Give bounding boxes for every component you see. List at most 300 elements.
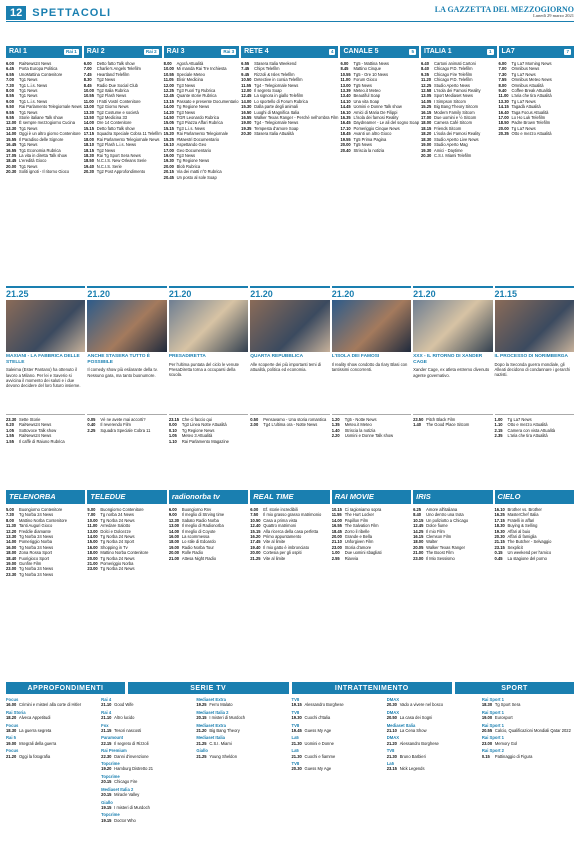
listing-program: RaiNews24 News	[19, 433, 52, 439]
themed-column	[387, 697, 479, 837]
themed-entry	[101, 697, 193, 708]
listing-program: Striscia la notizia	[344, 427, 376, 433]
listing-program: Coffee Break Attualità	[511, 88, 552, 94]
prime-title: QUARTA REPUBBLICA	[250, 354, 304, 359]
listing-program: Passato e presente Documentario	[176, 98, 239, 104]
listing-time: 7.30	[6, 512, 14, 518]
listing-time: 17.15	[83, 131, 94, 137]
entry-time: 21.20	[196, 728, 207, 734]
listing-program: Che ci faccio qui	[181, 417, 212, 422]
listing-time: 5.00	[6, 507, 14, 512]
listing-time: 23.00	[413, 555, 424, 561]
entry-channel: Rai 5	[6, 735, 17, 741]
listing-program: Un poliziotto a Chicago	[426, 517, 469, 523]
entry-program: Nick Legends	[399, 766, 425, 772]
entry-row	[196, 715, 288, 720]
entry-channel: TV8	[291, 697, 300, 702]
digital-channel-column	[495, 490, 574, 678]
listing-time: 9.50	[6, 104, 14, 110]
listing-program: Tg1 News	[19, 163, 38, 169]
listing-program: Tg5 - Mattina News	[353, 61, 389, 66]
listing-program: Il meglio di Strving time	[181, 512, 225, 518]
channel-column	[340, 46, 419, 264]
digital-channel-header	[250, 490, 329, 504]
entry-row	[387, 754, 479, 759]
listing-program: Modern Family Sitcom	[434, 109, 475, 115]
listing-time: 7.45	[241, 66, 250, 72]
listing-time: 19.30	[163, 158, 174, 164]
entry-program: I misteri di Murdoch	[209, 715, 246, 721]
entry-channel: DMAX	[386, 697, 400, 702]
late-column	[250, 414, 329, 474]
channel-name: TELEDUE	[90, 492, 126, 502]
listing-program: Tg1 News	[19, 142, 38, 148]
listing-program: Tagadà Attualità	[511, 104, 541, 110]
listing-time: 19.35	[241, 125, 252, 131]
entry-time: 20.55	[481, 728, 493, 734]
prime-title: XXX - IL RITORNO DI XANDER CAGE	[413, 354, 483, 365]
listing-program: Tg Norba 24 News	[100, 517, 135, 523]
program-photo	[169, 300, 248, 352]
entry-time: 21.30	[386, 753, 397, 759]
listing-time: 8.45	[340, 66, 349, 72]
listing-time: 1.05	[168, 433, 177, 439]
listing-time: 8.30	[83, 77, 92, 83]
listing-time: 20.35	[498, 131, 509, 137]
listing-time: 6.00	[83, 61, 92, 66]
prime-description: Il reality show condotto da Ilary Blasi con tantissimi concorrenti.	[331, 361, 408, 372]
listing-program: Daydreamer - Le ali del sogno Soap	[353, 120, 419, 126]
listing-row	[340, 148, 419, 153]
themed-column	[101, 697, 193, 837]
entry-program: Guess My Age	[304, 766, 332, 772]
listing-time: 18.10	[83, 142, 94, 148]
listing-program: Striscia la notizia	[353, 147, 385, 153]
listing-time: 8.00	[6, 517, 14, 523]
listing-program: Tg2 Italia Rubrica	[96, 88, 129, 94]
listing-time: 16.40	[498, 109, 509, 115]
newspaper-name	[435, 6, 574, 19]
entry-program: La guerra segreta	[19, 728, 52, 734]
listing-program: Rolle Radio	[181, 550, 204, 556]
listing-program: Friends Sitcom	[434, 125, 462, 131]
entry-channel: Rai Sport 2	[481, 748, 504, 754]
channel-name: REAL TIME	[253, 492, 294, 502]
listing-time: 20.30	[421, 152, 432, 158]
entry-time: 20.30	[386, 702, 397, 708]
entry-channel: La5	[386, 761, 394, 767]
listing-program: Beautiful Soap	[353, 93, 381, 99]
themed-entry	[292, 710, 384, 721]
entry-row	[101, 741, 193, 746]
listing-time: 11.20	[421, 77, 432, 83]
listing-time: 19.40	[250, 544, 261, 550]
listing-time: 12.25	[421, 82, 432, 88]
listing-program: Tg Norba 24 News	[19, 534, 54, 540]
section-title: SPETTACOLI	[32, 6, 112, 19]
listing-program: Otto e mezzo Attualità	[507, 422, 548, 428]
entry-channel: TV8	[291, 709, 300, 715]
listing-program: Rai Tg Sport Sera News	[96, 152, 141, 158]
listing-time: 13.15	[163, 98, 174, 104]
listing-time: 23.15	[168, 417, 180, 422]
listing-program: Rai Parlamento Telegiornale	[176, 131, 229, 137]
listing-program: Buongiorno Contenitore	[100, 507, 144, 512]
listing-program: Rai Parlamento Telegiornale News	[96, 136, 160, 142]
listing-time: 23.50	[413, 417, 424, 422]
listing-program: L'Isola dei Famosi Reality	[434, 88, 481, 94]
entry-row	[387, 766, 479, 771]
listing-time: 11.00	[83, 98, 94, 104]
entry-program: Danni d'invenzione	[114, 753, 149, 759]
entry-time: 0.15	[481, 753, 490, 759]
listing-program: Riavvia	[344, 555, 359, 561]
listing-program: Vite al limite	[263, 539, 286, 545]
entry-program: Uomini e Donne	[304, 740, 334, 746]
listing-time: 0.15	[494, 550, 503, 556]
entry-time: 16.00	[6, 702, 17, 708]
themed-entry	[101, 800, 193, 811]
listing-row	[169, 556, 248, 561]
listing-time: 12.20	[6, 528, 17, 534]
listing-time: 16.25	[494, 512, 505, 518]
themed-entry	[6, 723, 98, 734]
listing-program: Tg Norba 24 News	[19, 512, 54, 518]
listing-program: Meteo 3 Attualità	[181, 433, 213, 439]
listing-time: 19.00	[168, 544, 180, 550]
listing-program: Tg5 - Ore 10 News	[353, 71, 389, 77]
listing-program: L'aria che tira Attualità	[507, 433, 548, 439]
listing-time: 20.15	[163, 169, 174, 175]
listing-program: C.S.I. Miami Telefilm	[434, 152, 472, 158]
listing-time: 20.00	[340, 142, 351, 148]
entry-program: Doctor Who	[114, 817, 136, 823]
listing-program: Tg1 News	[19, 125, 38, 131]
listing-time: 18.45	[331, 528, 342, 534]
listing-time: 15.15	[83, 125, 94, 131]
listing-program: Brother vs. Brother	[507, 507, 542, 512]
listing-time: 21.25	[250, 555, 261, 561]
entry-row	[196, 728, 288, 733]
entry-channel: DMAX	[386, 709, 400, 715]
prime-title: IL PROCESSO DI NORIMBERGA	[494, 354, 569, 359]
listing-time: 2.25	[87, 427, 96, 433]
listing-time: 15.05	[163, 120, 174, 126]
themed-entry	[387, 697, 479, 708]
listing-time: 21.15	[494, 539, 505, 545]
listing-time: 7.00	[498, 66, 507, 72]
channel-name: radionorba tv	[171, 492, 220, 502]
listing-program: Via dei matti n°0 Rubrica	[176, 169, 222, 175]
entry-row	[6, 741, 98, 746]
listing-program: Dolci e Dolcezze	[100, 528, 131, 534]
themed-entry	[101, 761, 193, 772]
listing-program: Buongiorno Rnv	[181, 507, 212, 512]
program-photo	[495, 300, 574, 352]
listing-time: 23.00	[6, 566, 17, 572]
channel-column	[241, 46, 338, 264]
listing-program: Tg4 - Telegiornale News	[254, 82, 299, 88]
listing-time: 6.00	[6, 61, 14, 66]
entry-time: 21.10	[386, 728, 397, 734]
entry-time: 20.15	[101, 792, 112, 798]
listing-row	[241, 131, 338, 136]
listing-time: 8.40	[413, 512, 422, 518]
listing-program: Tg3 News	[176, 152, 196, 158]
entry-channel: Mediaset Italia	[196, 735, 225, 741]
listing-program: Studio Aperto Live News	[434, 136, 479, 142]
listing-row	[250, 422, 329, 427]
listing-program: Lo stile di Edoardo	[181, 539, 216, 545]
entry-program: I misteri di Murdoch	[114, 804, 150, 810]
entry-time: 21.25	[196, 753, 207, 759]
listing-program: Walker Texas Ranger - Perché nell'ombra Film	[254, 115, 339, 121]
digital-channel-header	[413, 490, 492, 504]
entry-channel: Rai Premium	[101, 748, 127, 754]
listing-program: Tg2 Costume e società	[96, 109, 139, 115]
listing-time: 18.15	[421, 125, 432, 131]
listing-program: L'aria che tira Attualità	[511, 93, 552, 99]
listing-time: 23.30	[6, 417, 17, 422]
listing-time: 19.00	[163, 152, 174, 158]
late-night-listings	[6, 414, 574, 474]
listing-time: 10.00	[163, 66, 174, 72]
entry-channel: Fox	[101, 722, 109, 728]
listing-time: 7.45	[83, 71, 92, 77]
themed-entry	[101, 812, 193, 823]
listing-program: Oggi è un altro giorno Contenitore	[19, 131, 81, 137]
listing-row	[495, 556, 574, 561]
listing-program: Buongiorno Contenitore	[19, 507, 63, 512]
prime-time-card	[87, 286, 166, 406]
listing-program: Ef. storie incredibili	[263, 507, 298, 512]
themed-entry	[196, 735, 288, 746]
listing-time: 12.40	[250, 523, 261, 529]
listing-time: 10.55	[163, 71, 174, 77]
channel-column	[84, 46, 162, 264]
themed-entry	[292, 748, 384, 759]
listing-program: Alla ricerca della casa perfetta	[263, 528, 319, 534]
listing-time: 18.00	[87, 550, 98, 556]
main-channels-grid	[6, 46, 574, 264]
listing-time: 5.00	[87, 507, 96, 512]
listing-program: Geo Documentario	[176, 147, 212, 153]
listing-row	[169, 439, 248, 444]
listing-time: 18.20	[421, 131, 432, 137]
themed-entry	[482, 723, 574, 734]
listing-time: 10.50	[241, 77, 252, 83]
listing-program: Vite al limite	[263, 555, 286, 561]
listing-time: 15.15	[163, 125, 174, 131]
listing-time: 11.00	[87, 523, 98, 529]
listing-time: 10.55	[340, 71, 351, 77]
prime-title: L'ISOLA DEI FAMOSI	[331, 354, 380, 359]
entry-program: Cuochi d'Italia	[304, 715, 331, 721]
listing-time: 12.00	[241, 88, 252, 94]
entry-program: Young Sheldon	[209, 753, 237, 759]
section-sport: SPORT	[455, 682, 574, 694]
listing-program: Soliti ignoti - Il ritorno Gioco	[19, 169, 70, 175]
listing-time: 18.00	[83, 136, 94, 142]
listing-program: Tg1 News	[19, 109, 38, 115]
listing-time: 12.25	[163, 88, 174, 94]
prime-description: Dopo la Seconda guerra mondiale, gli Alleati decidono di condannare i gerarchi nazisti.	[494, 361, 571, 378]
late-column	[413, 414, 492, 474]
entry-row	[6, 715, 98, 720]
listing-program: Rai Parlamento Magazine	[181, 438, 229, 444]
listing-time: 7.30	[6, 82, 14, 88]
listing-time: 0.10	[168, 427, 177, 433]
listing-time: 18.30	[83, 152, 94, 158]
late-column	[495, 414, 574, 474]
digital-channel-column	[169, 490, 248, 678]
listing-time: 20.00	[163, 163, 174, 169]
listing-program: Tg Norba 24 News	[100, 534, 135, 540]
listing-row	[6, 572, 85, 577]
listing-program: Tg2 News	[96, 77, 116, 83]
listing-program: The Boost Film	[426, 550, 454, 556]
listing-program: Affari al buio	[507, 528, 531, 534]
listing-program: Casa a prima vista	[263, 517, 298, 523]
entry-program: Eurosport	[494, 715, 513, 721]
listing-time: 14.50	[163, 115, 174, 121]
channel-header	[6, 46, 82, 58]
listing-program: RaiNews24 News	[19, 61, 52, 66]
listing-program: Tg2 News	[96, 147, 116, 153]
listing-time: 18.50	[83, 158, 94, 164]
prime-description: Xander Cage, ex atleta estremo divenuto agente governativo.	[413, 367, 490, 378]
entry-row	[196, 741, 288, 746]
listing-time: 16.10	[340, 109, 351, 115]
entry-row	[101, 818, 193, 823]
entry-program: Alessandro Borghese	[304, 702, 344, 708]
listing-time: 19.40	[83, 163, 94, 169]
listing-time: 21.00	[413, 550, 424, 556]
listing-program: Pomeriggio Norba	[19, 539, 52, 545]
listing-time: 8.55	[6, 93, 14, 99]
listing-time: 17.05	[6, 152, 17, 158]
listing-time: 21.00	[168, 555, 180, 561]
channel-column	[499, 46, 575, 264]
prime-time-card	[332, 286, 411, 406]
listing-time: 14.20	[163, 109, 174, 115]
listing-program: Meteo.it Meteo	[353, 88, 381, 94]
entry-channel: Rai Sport 1	[481, 709, 504, 715]
prime-time-card	[413, 286, 492, 406]
listing-row	[413, 556, 492, 561]
listing-time: 8.00	[498, 82, 507, 88]
listing-program: Walter	[426, 539, 438, 545]
listing-program: Buying & Selling	[507, 523, 538, 529]
listing-program: Tanti Auguri Gioco	[19, 523, 53, 529]
entry-channel: DMAX	[386, 735, 400, 741]
listing-program: Ore 14 Contenitore	[96, 120, 132, 126]
listing-program: Studio Aperto Mag	[434, 142, 468, 148]
themed-entry	[387, 710, 479, 721]
listing-program: Mattino Cinque	[353, 66, 381, 72]
listing-time: 13.50	[83, 115, 94, 121]
listing-time: 16.45	[6, 142, 17, 148]
listing-program: L'isola dei famosi Reality	[353, 115, 399, 121]
listing-time: 1.10	[494, 422, 503, 428]
prime-title: MAXIANI - LA FABBRICA DELLE STELLE	[6, 354, 80, 365]
channel-name: RAI 2	[86, 48, 105, 56]
listing-program: Lo Ho Luk Telefilm	[511, 115, 546, 121]
listing-program: Tg1 News	[19, 93, 38, 99]
themed-entry	[292, 761, 384, 772]
themed-column	[6, 697, 98, 837]
entry-channel: Focus	[6, 748, 19, 754]
listing-program: La stagione del porno	[507, 555, 547, 561]
entry-program: Calcio, Qualificazioni Mondiali Qatar 2022	[494, 728, 571, 734]
listing-program: Cartoni animati Cartoni	[434, 61, 476, 66]
channel-logo: 5	[411, 49, 414, 55]
listing-time: 1.40	[331, 427, 340, 433]
listing-time: 18.40	[6, 555, 17, 561]
listing-program: Tg1 L.i.s. News	[19, 82, 48, 88]
entry-time: 22.30	[101, 753, 112, 759]
listing-program: Clemson Film	[426, 534, 452, 540]
listing-time: 20.45	[163, 174, 174, 180]
entry-time: 19.00	[481, 715, 493, 721]
themed-entry	[292, 735, 384, 746]
entry-channel: Mediaset Italia	[386, 722, 416, 728]
listing-time: 14.10	[340, 98, 351, 104]
listing-program: Detto fatto Talk show	[96, 61, 135, 66]
entry-program: Oggi la fotografia	[19, 753, 51, 759]
entry-time: 19.15	[101, 817, 112, 823]
section-approfondimenti: APPROFONDIMENTI	[6, 682, 125, 694]
themed-entry	[196, 723, 288, 734]
entry-row	[292, 754, 384, 759]
listing-time: 15.00	[87, 539, 98, 545]
listing-row	[495, 433, 574, 438]
listing-program: Tg1 L.i.s. News	[19, 98, 48, 104]
entry-channel: Focus	[6, 697, 19, 702]
listing-time: 12.00	[6, 120, 17, 126]
entry-channel: Mediaset Italia 2	[196, 709, 229, 715]
program-photo	[413, 300, 492, 352]
listing-program: Tg Regione News	[181, 427, 215, 433]
listing-time: 14.00	[87, 534, 98, 540]
channel-column	[6, 46, 82, 264]
listing-program: Tg Regione News	[176, 158, 210, 164]
listing-time: 18.30	[421, 136, 432, 142]
listing-time: 2.55	[331, 555, 340, 561]
listing-time: 12.45	[241, 93, 252, 99]
listing-time: 14.00	[241, 98, 252, 104]
listing-program: Un posto al sole Soap	[176, 174, 217, 180]
listing-time: 10.00	[83, 88, 94, 94]
listing-program: Walker Texas Ranger	[426, 544, 466, 550]
listing-time: 18.15	[83, 147, 94, 153]
entry-program: Alveca Appetitudi	[19, 715, 51, 721]
entry-program: Alessandro Borghese	[399, 740, 439, 746]
listing-program: Detective in corsia Telefilm	[254, 77, 303, 83]
entry-time: 19.00	[6, 740, 17, 746]
listing-program: Tg Norba 24 News	[100, 555, 135, 561]
listing-time: 18.45	[340, 131, 351, 137]
listing-program: Uno dentro una trota	[426, 512, 464, 518]
listing-program: Due uomini e ½ Sitcom	[434, 115, 477, 121]
section-intrattenimento: INTRATTENIMENTO	[292, 682, 453, 694]
listing-program: Tg3 Fuori Tg Rubrica	[176, 88, 216, 94]
listing-program: Fratelli in affari	[507, 517, 535, 523]
entry-row	[101, 805, 193, 810]
program-photo	[332, 300, 411, 352]
listing-row	[413, 422, 492, 427]
digital-channel-header	[87, 490, 166, 504]
